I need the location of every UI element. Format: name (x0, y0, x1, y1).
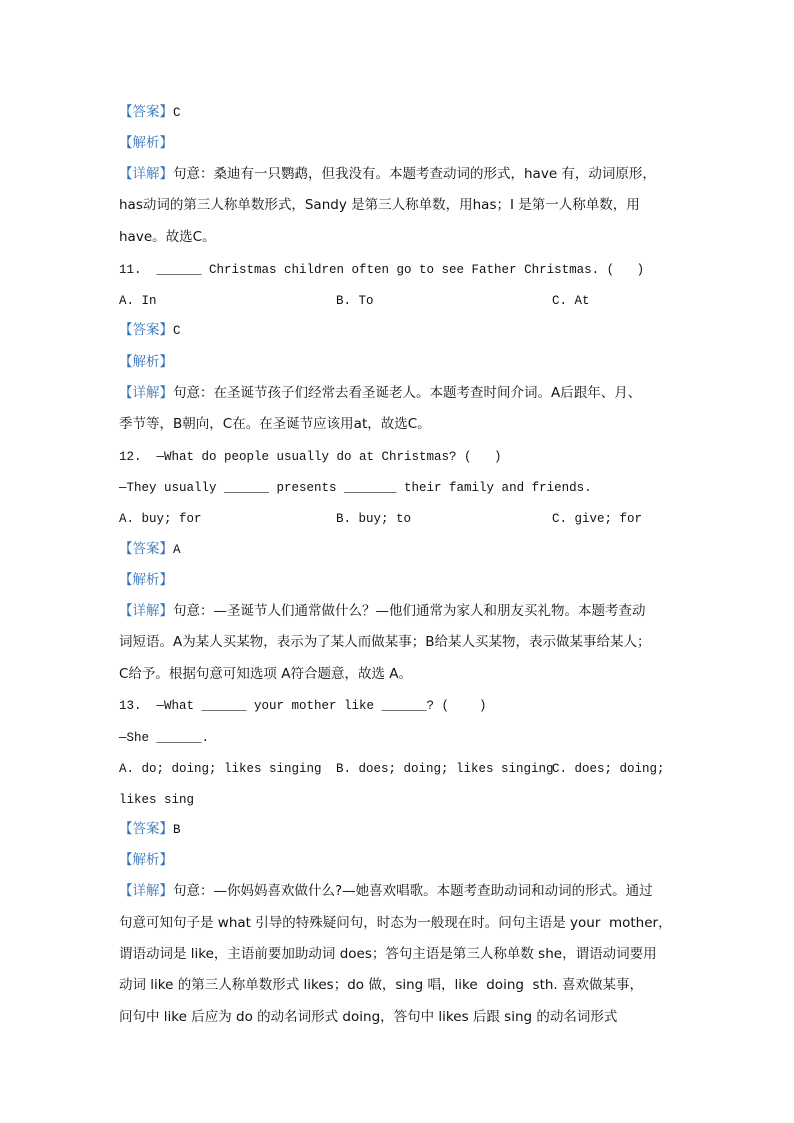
answer-tag: 【答案】 (119, 821, 173, 837)
analysis-tag: 【解析】 (119, 572, 173, 588)
detail-text: 句意：—你妈妈喜欢做什么?—她喜欢唱歌。本题考查助动词和动词的形式。通过 (173, 883, 653, 899)
detail-text: 句意：—圣诞节人们通常做什么？—他们通常为家人和朋友买礼物。本题考查动 (173, 603, 646, 619)
analysis-tag: 【解析】 (119, 135, 173, 151)
detail-tag: 【详解】 (119, 883, 173, 899)
detail-line (119, 881, 679, 901)
detail-line (119, 164, 679, 184)
detail-line: C给予。根据句意可知选项 A符合题意，故选 A。 (119, 666, 412, 682)
detail-line: 问句中 like 后应为 do 的动名词形式 doing，答句中 likes 后跟 sing 的动名词形式 (119, 1009, 618, 1025)
option-a: A. do; doing; likes singing (119, 762, 322, 776)
detail-line: 句意可知句子是 what 引导的特殊疑问句，时态为一般现在时。问句主语是 your mother， (119, 915, 672, 931)
question-line: 13. —What ______ your mother like ______? ( ) (119, 699, 487, 713)
detail-text: 句意：在圣诞节孩子们经常去看圣诞老人。本题考查时间介词。A后跟年、月、 (173, 385, 642, 401)
detail-tag: 【详解】 (119, 603, 173, 619)
detail-line: have。故选C。 (119, 229, 216, 245)
answer-tag: 【答案】 (119, 104, 173, 120)
option-c: C. does; doing; (552, 762, 665, 776)
answer-line (119, 102, 679, 123)
answer-value: C (173, 324, 181, 338)
option-b: B. does; doing; likes singing (336, 762, 554, 776)
detail-line: 动词 like 的第三人称单数形式 likes；do 做，sing 唱，like doing sth. 喜欢做某事， (119, 977, 643, 993)
detail-line (119, 601, 679, 621)
option-c: C. give; for (552, 512, 643, 526)
question-line: —She ______. (119, 731, 210, 745)
answer-tag: 【答案】 (119, 322, 173, 338)
question-line: 11. ______ Christmas children often go to see Father Christmas. ( ) (119, 263, 645, 277)
answer-value: B (173, 823, 181, 837)
question-line: —They usually ______ presents _______ their family and friends. (119, 481, 592, 495)
detail-tag: 【详解】 (119, 385, 173, 401)
detail-line (119, 383, 679, 403)
detail-text: 句意：桑迪有一只鹦鹉，但我没有。本题考查动词的形式，have 有，动词原形， (173, 166, 656, 182)
option-c: C. At (552, 294, 590, 308)
option-b: B. To (336, 294, 374, 308)
answer-value: A (173, 543, 181, 557)
question-line: 12. —What do people usually do at Christmas? ( ) (119, 450, 502, 464)
answer-line (119, 320, 679, 341)
option-a: A. In (119, 294, 157, 308)
option-b: B. buy; to (336, 512, 412, 526)
analysis-tag: 【解析】 (119, 354, 173, 370)
option-c-continued: likes sing (119, 793, 195, 807)
analysis-tag: 【解析】 (119, 852, 173, 868)
detail-line: 词短语。A为某人买某物，表示为了某人而做某事；B给某人买某物，表示做某事给某人； (119, 634, 651, 650)
detail-tag: 【详解】 (119, 166, 173, 182)
answer-tag: 【答案】 (119, 541, 173, 557)
answer-line (119, 539, 679, 560)
detail-line: 季节等，B朝向，C在。在圣诞节应该用at，故选C。 (119, 416, 431, 432)
answer-value: C (173, 106, 181, 120)
detail-line: has动词的第三人称单数形式，Sandy 是第三人称单数，用has；I 是第一人称单数，用 (119, 197, 640, 213)
detail-line: 谓语动词是 like，主语前要加助动词 does；答句主语是第三人称单数 she，谓语动词要用 (119, 946, 657, 962)
answer-line (119, 819, 679, 840)
option-a: A. buy; for (119, 512, 202, 526)
